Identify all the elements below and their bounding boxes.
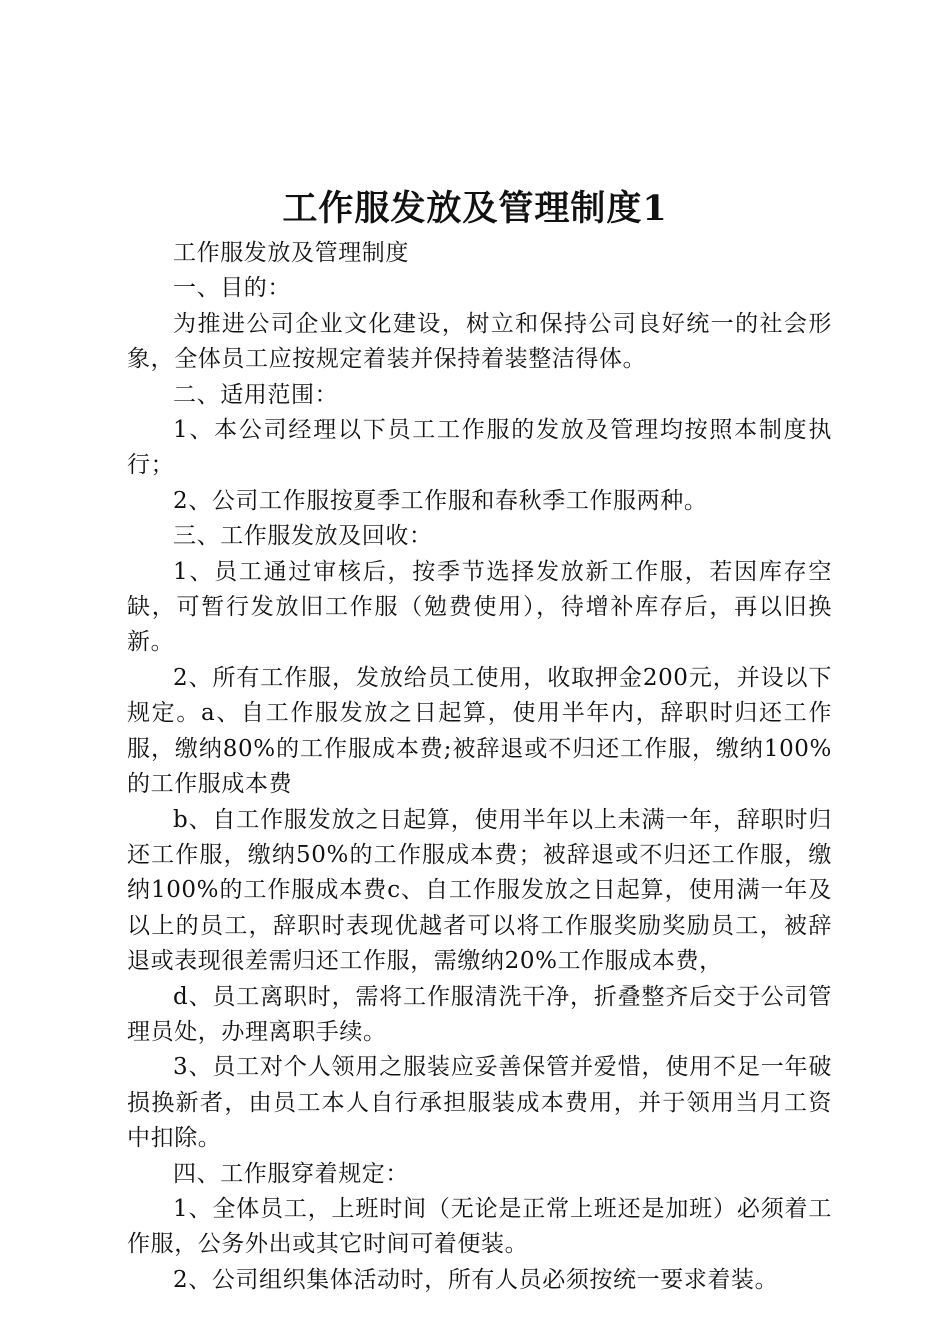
- paragraph: 2、所有工作服，发放给员工使用，收取押金200元，并设以下规定。a、自工作服发放之日起算，使用半年内，辞职时归还工作服，缴纳80%的工作服成本费;被辞退或不归还工作服，缴纳100%的工作服成本费: [127, 664, 832, 798]
- section-heading-purpose: 一、目的：: [173, 275, 291, 302]
- paragraph: 为推进公司企业文化建设，树立和保持公司良好统一的社会形象，全体员工应按规定着装并保持着装整洁得体。: [127, 310, 832, 373]
- section-heading-distribution: 三、工作服发放及回收：: [173, 523, 433, 550]
- section-heading-scope: 二、适用范围：: [173, 381, 339, 408]
- document-body: [127, 236, 832, 1298]
- paragraph: 2、公司工作服按夏季工作服和春秋季工作服两种。: [173, 487, 708, 514]
- paragraph: d、员工离职时，需将工作服清洗干净，折叠整齐后交于公司管理员处，办理离职手续。: [127, 983, 832, 1045]
- paragraph: 工作服发放及管理制度: [173, 240, 409, 266]
- paragraph: 1、全体员工，上班时间（无论是正常上班还是加班）必须着工作服，公务外出或其它时间可着便装。: [127, 1195, 832, 1258]
- paragraph: b、自工作服发放之日起算，使用半年以上未满一年，辞职时归还工作服，缴纳50%的工作服成本费；被辞退或不归还工作服，缴纳100%的工作服成本费c、自工作服发放之日起算，使用满一年及以上的员工，辞职时表现优越者可以将工作服奖励奖励员工，被辞退或表现很差需归还工作服，需缴纳20%工作服成本费，: [127, 806, 832, 975]
- paragraph: 1、员工通过审核后，按季节选择发放新工作服，若因库存空缺，可暂行发放旧工作服（勉费使用），待增补库存后，再以旧换新。: [127, 558, 832, 656]
- paragraph: 3、员工对个人领用之服装应妥善保管并爱惜，使用不足一年破损换新者，由员工本人自行承担服装成本费用，并于领用当月工资中扣除。: [127, 1054, 832, 1152]
- paragraph: 2、公司组织集体活动时，所有人员必须按统一要求着装。: [173, 1266, 779, 1293]
- document-title: 工作服发放及管理制度1: [282, 188, 668, 229]
- section-heading-dress-rules: 四、工作服穿着规定：: [173, 1160, 409, 1187]
- paragraph: 1、本公司经理以下员工工作服的发放及管理均按照本制度执行；: [127, 417, 832, 479]
